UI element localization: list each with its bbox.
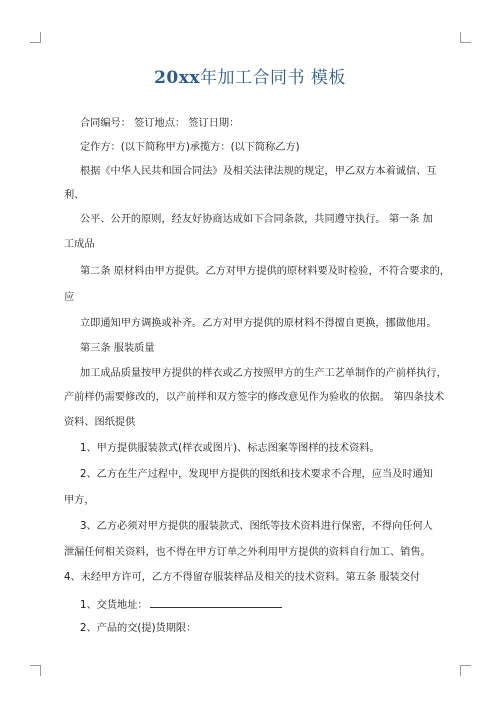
delivery-deadline-line: 2、产品的交(提)货期限：: [80, 623, 197, 634]
list-item: 甲方，: [64, 495, 95, 506]
list-item: 1、甲方提供服装款式(样衣或图片)、标志图案等图样的技术资料。: [80, 443, 380, 454]
crop-mark-top-left: [30, 32, 41, 43]
list-item: 4、未经甲方许可，乙方不得留存服装样品及相关的技术资料。第五条 服装交付: [64, 572, 421, 583]
list-item: 2、乙方在生产过程中，发现甲方提供的图纸和技术要求不合理，应当及时通知: [80, 469, 433, 480]
title-text: 年加工合同书 模板: [200, 68, 346, 88]
title-year: 20xx: [154, 68, 201, 88]
paragraph-line: 资料、图纸提供: [64, 417, 136, 428]
paragraph-line: 产前样仍需要修改的，以产前样和双方签字的修改意见作为验收的依据。 第四条技术: [64, 392, 445, 403]
paragraph-line: 第二条 原材料由甲方提供。乙方对甲方提供的原材料要及时检验，不符合要求的，: [80, 266, 450, 277]
list-item: 3、乙方必须对甲方提供的服装款式、图纸等技术资料进行保密，不得向任何人: [80, 521, 433, 532]
paragraph-line: 应: [64, 292, 75, 303]
section-heading: 第三条 服装质量: [80, 343, 155, 354]
paragraph-line: 加工成品质量按甲方提供的样衣或乙方按照甲方的生产工艺单制作的产前样执行，: [80, 368, 447, 379]
crop-mark-bottom-left: [30, 665, 41, 676]
crop-mark-bottom-right: [460, 665, 471, 676]
crop-mark-top-right: [460, 32, 471, 43]
delivery-address-blank[interactable]: [150, 597, 282, 608]
paragraph-line: 立即通知甲方调换或补齐。乙方对甲方提供的原材料不得擅自更换，挪做他用。: [80, 318, 437, 329]
paragraph-line: 公平、公开的原则，经友好协商达成如下合同条款，共同遵守执行。 第一条 加: [80, 214, 433, 225]
paragraph-line: 工成品: [64, 239, 95, 250]
list-item: 泄漏任何相关资料，也不得在甲方订单之外利用甲方提供的资料自行加工、销售。: [64, 547, 431, 558]
contract-header-line: 合同编号： 签订地点： 签订日期：: [80, 118, 240, 129]
paragraph-line: 根据《中华人民共和国合同法》及相关法律法规的规定，甲乙双方本着诚信、互: [80, 166, 437, 177]
parties-line: 定作方：(以下简称甲方)承揽方：(以下简称乙方): [80, 142, 300, 153]
document-title: [0, 63, 500, 88]
delivery-address-label: 1、交货地址：: [80, 600, 148, 611]
paragraph-line: 利、: [64, 190, 85, 201]
delivery-address-line: [80, 597, 458, 613]
